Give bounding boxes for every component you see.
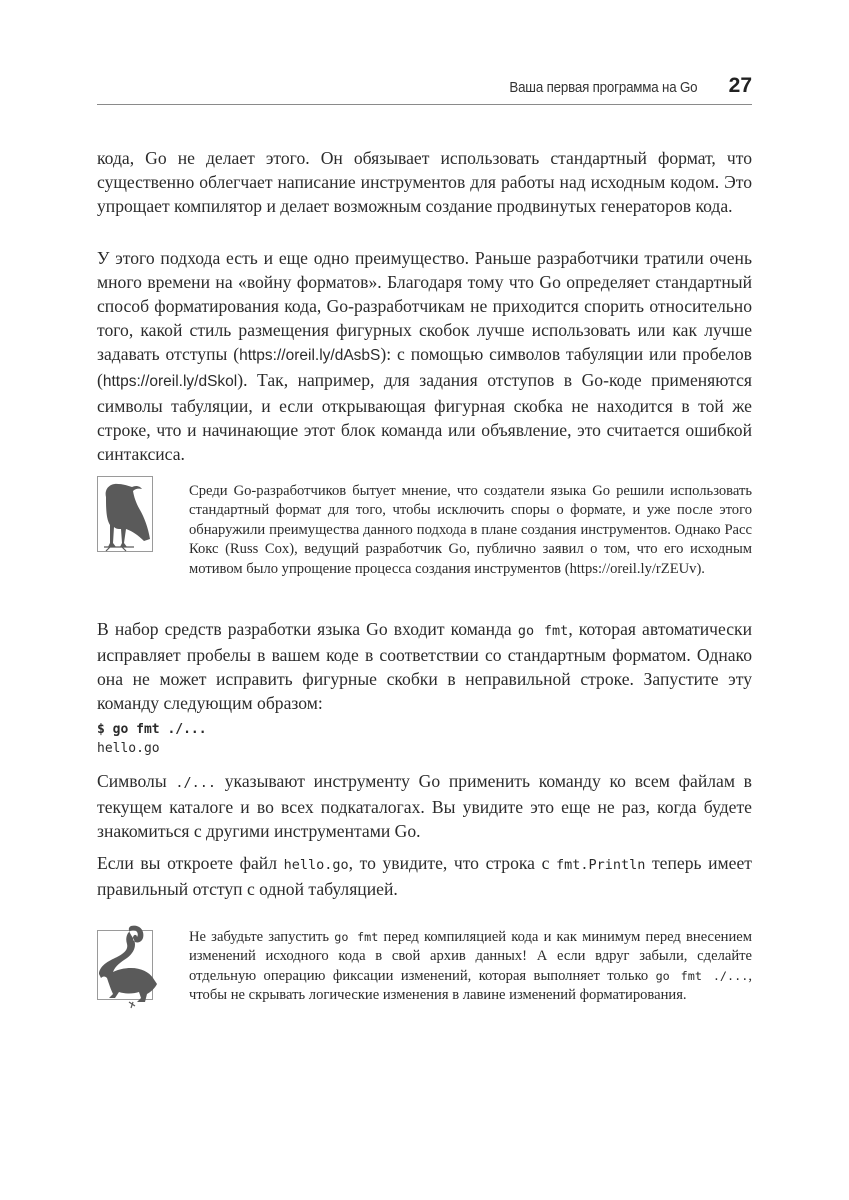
- lemur-icon: [97, 922, 159, 1014]
- inline-code: go fmt ./...: [655, 968, 749, 983]
- paragraph-3: [97, 617, 752, 715]
- link-dSkol[interactable]: https://oreil.ly/dSkol: [102, 373, 238, 390]
- text-run: , чтобы не скрывать логические изменения в лавине изменений форматирования.: [189, 967, 752, 1004]
- text-run: теперь имеет правильный отступ с одной табуляцией.: [97, 853, 752, 899]
- inline-code: go fmt: [334, 930, 379, 944]
- paragraph-1: [97, 146, 752, 218]
- paragraph-text: [97, 617, 752, 715]
- crow-icon: [98, 477, 154, 553]
- paragraph-2: [97, 246, 752, 466]
- running-title: Ваша первая программа на Go: [508, 80, 697, 96]
- paragraph-text: [97, 246, 752, 466]
- code-output: hello.go: [97, 741, 160, 756]
- running-header: [97, 74, 752, 105]
- text-run: Не забудьте запустить: [189, 929, 335, 945]
- paragraph-text: [97, 851, 752, 901]
- paragraph-text: кода, Go не делает этого. Он обязывает использовать стандартный формат, что существенно облегчает написание инструментов для работы над исходным кодом. Это упрощает компилятор и делает возможным создание продвинутых генераторов кода.: [97, 148, 752, 216]
- text-run: указывают инструменту Go применить команду ко всем файлам в текущем каталоге и во всех подкаталогах. Вы увидите это еще не раз, когда будете знакомиться с другими инструментами Go.: [97, 771, 752, 841]
- paragraph-text: [97, 769, 752, 843]
- text-run: У этого подхода есть и еще одно преимущество. Раньше разработчики тратили очень много времени на «войну форматов». Благодаря тому что Go определяет стандартный способ форматирования кода, Go-разработчикам не приходится спорить относительно того, какой стиль размещения фигурных скобок лучше использовать или как лучше задавать отступы (: [97, 248, 752, 364]
- code-block: [97, 720, 207, 758]
- code-command: $ go fmt ./...: [97, 722, 207, 737]
- text-run: Если вы откроете файл: [97, 853, 284, 873]
- text-run: , которая автоматически исправляет пробелы в вашем коде в соответствии со стандартным форматом. Однако она не может исправить фигурные скобки в неправильной строке. Запустите эту команду следующим образом:: [97, 619, 752, 713]
- text-run: ). Так, например, для задания отступов в Go-коде применяются символы табуляции, и если открывающая фигурная скобка не находится в той же строке, что и начинающие этот блок команда или объявление, это считается ошибкой синтаксиса.: [97, 370, 752, 464]
- text-run: Символы: [97, 771, 176, 791]
- text-run: В набор средств разработки языка Go входит команда: [97, 619, 518, 639]
- inline-code: go fmt: [517, 623, 569, 639]
- inline-code: ./...: [175, 775, 217, 791]
- note-icon-frame: [97, 476, 153, 552]
- text-run: перед компиляцией кода и как минимум перед внесением изменений исходного кода в свой архив данных! А если вдруг забыли, сделайте отдельную операцию фиксации изменений, которая выполняет только: [189, 929, 753, 984]
- text-run: , то увидите, что строка с: [348, 853, 556, 873]
- link-dAsbS[interactable]: https://oreil.ly/dAsbS: [239, 347, 381, 364]
- note-text: [189, 928, 752, 1006]
- inline-code: fmt.Println: [555, 857, 646, 873]
- text-run: ): с помощью символов табуляции или пробелов (: [97, 344, 752, 390]
- inline-code: hello.go: [283, 857, 349, 873]
- page-number: 27: [728, 74, 752, 97]
- paragraph-4: [97, 769, 752, 843]
- paragraph-5: [97, 851, 752, 901]
- note-text: Среди Go-разработчиков бытует мнение, что создатели языка Go решили использовать стандартный формат для того, чтобы исключить споры о формате, и уже после этого обнаружили преимущества данного подхода в плане создания инструментов. Однако Расс Кокс (Russ Cox), ведущий разработчик Go, публично заявил о том, что его исходным мотивом было упрощение процесса создания инструментов (https://oreil.ly/rZEUv).: [189, 483, 752, 577]
